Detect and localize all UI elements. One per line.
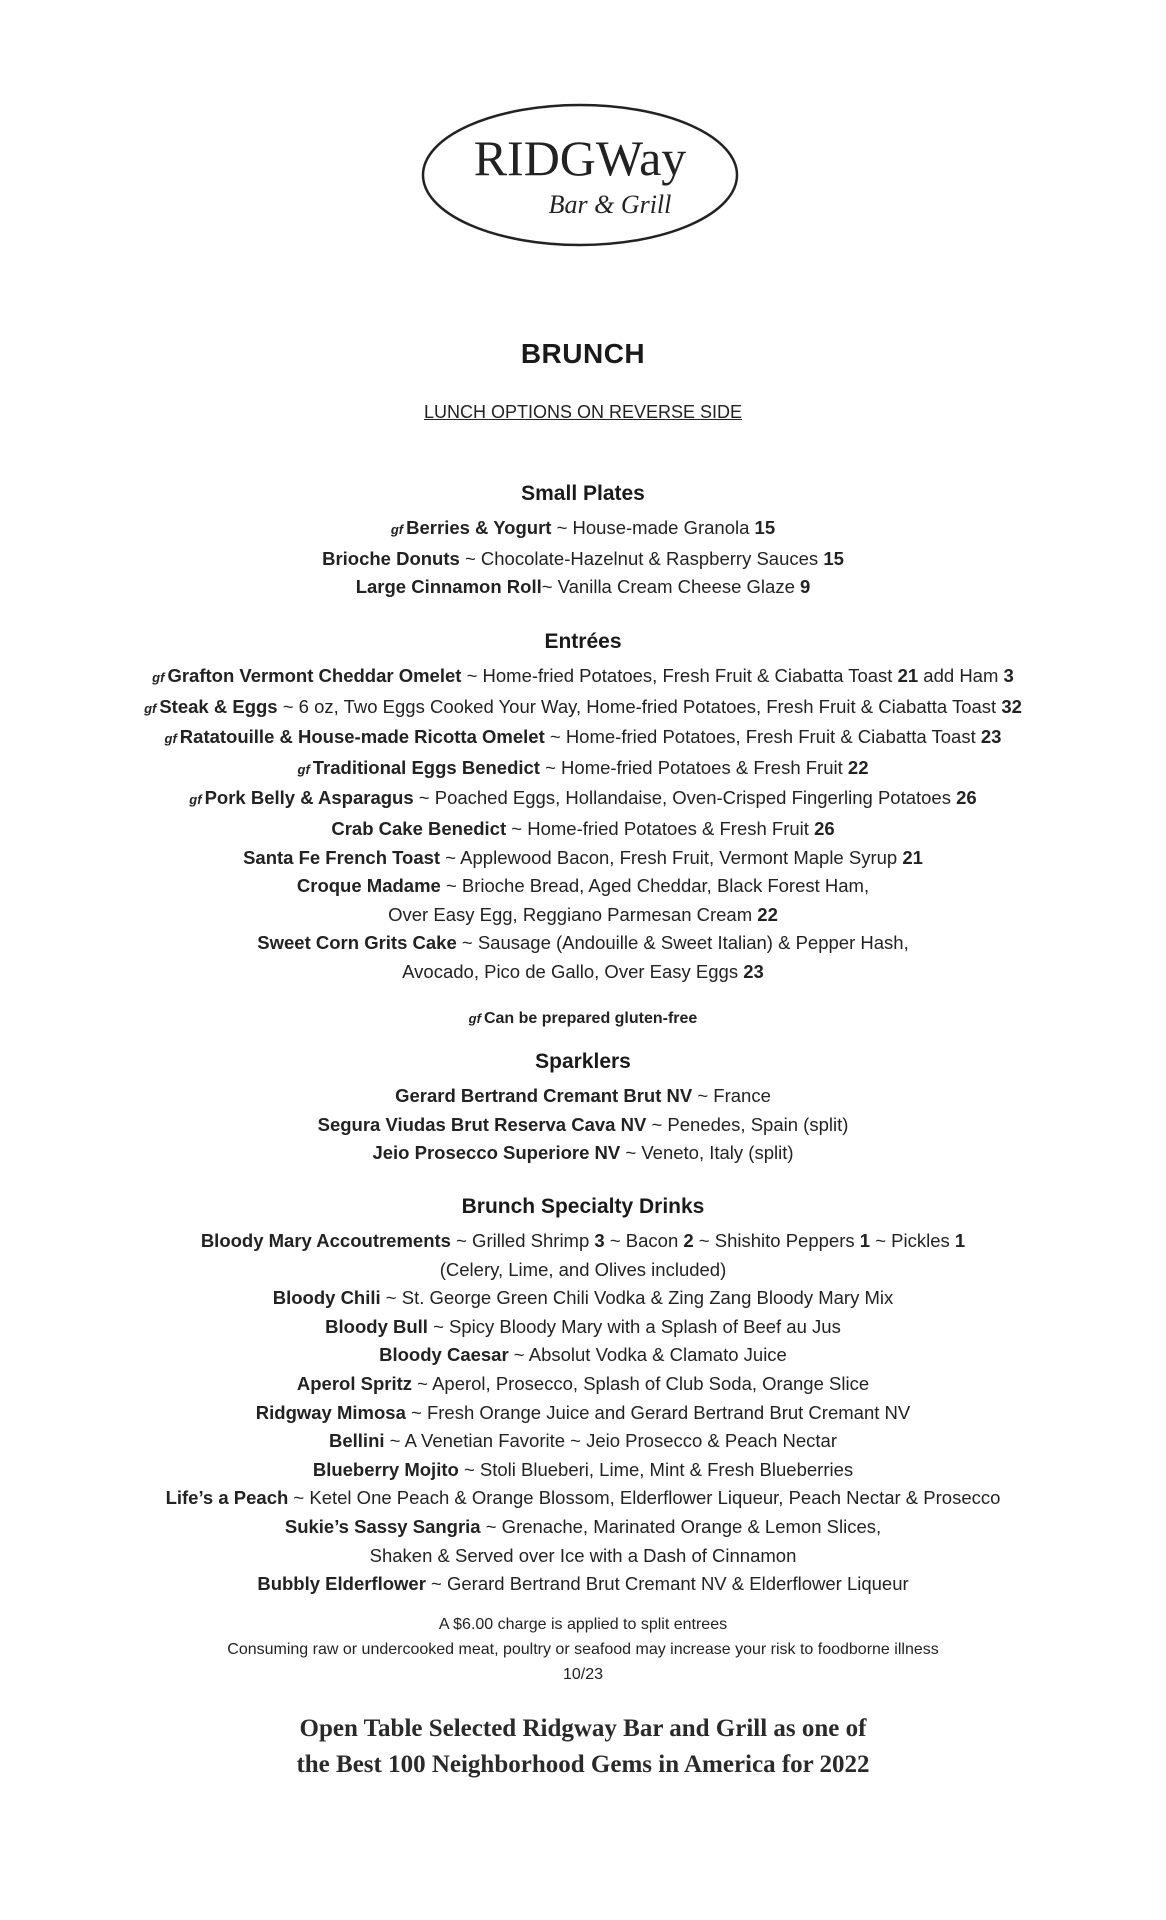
item-name: Sweet Corn Grits Cake [257,932,457,954]
menu-item [20,693,1146,724]
wine-item [20,1139,1146,1168]
footer [20,1612,1146,1783]
wine-item [20,1082,1146,1111]
menu-title: BRUNCH [520,338,646,369]
small-plates-list [20,514,1146,602]
item-description: ~ 6 oz, Two Eggs Cooked Your Way, Home-fried Potatoes, Fresh Fruit & Ciabatta Toast [277,695,1002,717]
gf-mark: gf [189,792,202,808]
item-name: Sukie’s Sassy Sangria [284,1515,481,1537]
item-description: ~ House-made Granola [551,517,755,538]
item-description: ~ Vanilla Cream Cheese Glaze [541,576,801,598]
wine-item [20,1111,1146,1140]
drink-item [20,1284,1146,1313]
reverse-side-note: LUNCH OPTIONS ON REVERSE SIDE [423,402,743,422]
menu-date: 10/23 [562,1666,604,1683]
drinks-section [20,1195,1146,1599]
menu-item [20,573,1146,602]
item-description: Shaken & Served over Ice with a Dash of Cinnamon [369,1544,797,1566]
section-heading: Entrées [544,630,622,653]
item-price: 22 [847,756,869,778]
drink-item [20,1399,1146,1428]
item-description: ~ A Venetian Favorite ~ Jeio Prosecco & Peach Nectar [384,1430,837,1452]
item-description: ~ Ketel One Peach & Orange Blossom, Elderflower Liqueur, Peach Nectar & Prosecco [288,1487,1001,1509]
item-name: Bloody Bull [325,1315,428,1337]
item-price: 26 [814,817,835,839]
logo-oval [420,95,740,255]
drink-item [20,1341,1146,1370]
item-description: ~ Home-fried Potatoes & Fresh Fruit [506,817,815,839]
item-description: ~ Stoli Blueberi, Lime, Mint & Fresh Blueberries [458,1458,854,1480]
item-name: Ratatouille & House-made Ricotta Omelet [179,726,545,748]
drink-item [20,1570,1146,1599]
item-name: Steak & Eggs [159,695,278,717]
menu-item [20,545,1146,574]
item-name: Jeio Prosecco Superiore NV [372,1142,621,1164]
gf-note: gf Can be prepared gluten-free [468,1009,698,1027]
drink-item [20,1484,1146,1513]
item-price: 21 [902,846,923,868]
drink-item [20,1456,1146,1485]
menu-item [20,784,1146,815]
item-price: 22 [757,903,778,925]
item-name: Grafton Vermont Cheddar Omelet [167,665,462,686]
logo-tagline: Bar & Grill [548,190,672,219]
gf-mark: gf [152,670,165,685]
drink-item [20,1542,1146,1571]
item-price: 21 [897,665,919,686]
menu-item [20,872,1146,901]
item-description: ~ Spicy Bloody Mary with a Splash of Beef au Jus [427,1315,841,1337]
item-name: Pork Belly & Asparagus [204,787,414,809]
item-price: 9 [800,576,811,598]
item-name: Brioche Donuts [322,547,460,569]
split-charge-note: A $6.00 charge is applied to split entrees [438,1616,728,1633]
item-name: Blueberry Mojito [312,1458,459,1480]
menu-item [20,929,1146,958]
item-name: Croque Madame [296,875,441,897]
gf-mark: gf [468,1010,481,1026]
menu-item [20,958,1146,987]
menu-item [20,754,1146,785]
item-name: Gerard Bertrand Cremant Brut NV [395,1085,693,1106]
drink-item [20,1313,1146,1342]
item-name: Bubbly Elderflower [257,1573,426,1595]
sparklers-list [20,1082,1146,1168]
item-price: 15 [754,517,776,538]
health-warning: Consuming raw or undercooked meat, poultry or seafood may increase your risk to foodborne illness [227,1641,939,1658]
accoutrements-note: (Celery, Lime, and Olives included) [439,1258,727,1280]
item-price: 15 [823,547,844,569]
accoutrements-line: Bloody Mary Accoutrements ~ Grilled Shrimp 3 ~ Bacon 2 ~ Shishito Peppers 1 ~ Pickles 1 [200,1230,966,1251]
item-description: ~ Applewood Bacon, Fresh Fruit, Vermont Maple Syrup [440,846,903,868]
item-description: ~ Veneto, Italy (split) [620,1142,794,1164]
entrees-list [20,662,1146,987]
item-description: ~ Home-fried Potatoes & Fresh Fruit [539,756,848,778]
item-name: Santa Fe French Toast [243,846,441,868]
item-price: 26 [956,787,977,809]
item-name: Life’s a Peach [165,1487,289,1509]
section-heading: Brunch Specialty Drinks [461,1195,705,1218]
drink-item [20,1370,1146,1399]
menu-item [20,723,1146,754]
item-price: 23 [980,726,1002,748]
item-extra-price: 3 [1003,665,1014,686]
menu-item [20,514,1146,545]
item-description: ~ Brioche Bread, Aged Cheddar, Black Forest Ham, [440,875,870,897]
item-name: Segura Viudas Brut Reserva Cava NV [317,1113,647,1135]
item-description: ~ France [692,1085,771,1106]
item-description: ~ Home-fried Potatoes, Fresh Fruit & Ciabatta Toast [544,726,981,748]
item-name: Large Cinnamon Roll [355,576,542,598]
item-name: Traditional Eggs Benedict [312,756,540,778]
item-description: ~ Sausage (Andouille & Sweet Italian) & Pepper Hash, [456,932,909,954]
item-name: Aperol Spritz [296,1372,412,1394]
item-price: 23 [743,960,764,982]
item-price: 32 [1001,695,1022,717]
award-line-2: the Best 100 Neighborhood Gems in America for 2022 [296,1751,870,1778]
item-description: ~ Aperol, Prosecco, Splash of Club Soda, Orange Slice [412,1372,870,1394]
item-extra: add Ham [918,665,1004,686]
item-description: ~ Grenache, Marinated Orange & Lemon Slices, [480,1515,882,1537]
drink-item [20,1427,1146,1456]
item-description: ~ St. George Green Chili Vodka & Zing Zang Bloody Mary Mix [380,1287,894,1309]
section-heading: Small Plates [521,482,645,505]
menu-item [20,901,1146,930]
ridgway-logo [420,95,740,255]
menu-item [20,815,1146,844]
item-description: ~ Fresh Orange Juice and Gerard Bertrand Brut Cremant NV [405,1401,911,1423]
item-description: ~ Absolut Vodka & Clamato Juice [508,1344,787,1366]
item-name: Ridgway Mimosa [255,1401,406,1423]
item-description: Over Easy Egg, Reggiano Parmesan Cream [388,903,758,925]
menu-item [20,844,1146,873]
gf-mark: gf [390,522,404,537]
section-heading: Sparklers [535,1050,631,1073]
item-name: Bloody Caesar [379,1344,509,1366]
entrees-section [20,630,1146,1033]
gf-mark: gf [164,731,177,747]
drink-item [20,1513,1146,1542]
item-description: ~ Poached Eggs, Hollandaise, Oven-Crisped Fingerling Potatoes [413,787,957,809]
item-description: ~ Penedes, Spain (split) [646,1113,849,1135]
logo-brand: RIDGWay [473,130,687,186]
item-description: Avocado, Pico de Gallo, Over Easy Eggs [402,960,744,982]
item-description: ~ Home-fried Potatoes, Fresh Fruit & Ciabatta Toast [461,665,898,686]
sparklers-section [20,1050,1146,1168]
item-name: Crab Cake Benedict [331,817,507,839]
item-name: Berries & Yogurt [406,517,552,538]
menu-item [20,662,1146,693]
small-plates-section [20,482,1146,602]
item-name: Bloody Chili [272,1287,381,1309]
gf-mark: gf [297,761,310,777]
item-description: ~ Gerard Bertrand Brut Cremant NV & Elderflower Liqueur [425,1573,909,1595]
item-description: ~ Chocolate-Hazelnut & Raspberry Sauces [459,547,824,569]
drinks-list [20,1284,1146,1599]
gf-mark: gf [144,700,157,716]
award-line-1: Open Table Selected Ridgway Bar and Grill as one of [299,1715,867,1742]
item-name: Bellini [329,1430,385,1452]
